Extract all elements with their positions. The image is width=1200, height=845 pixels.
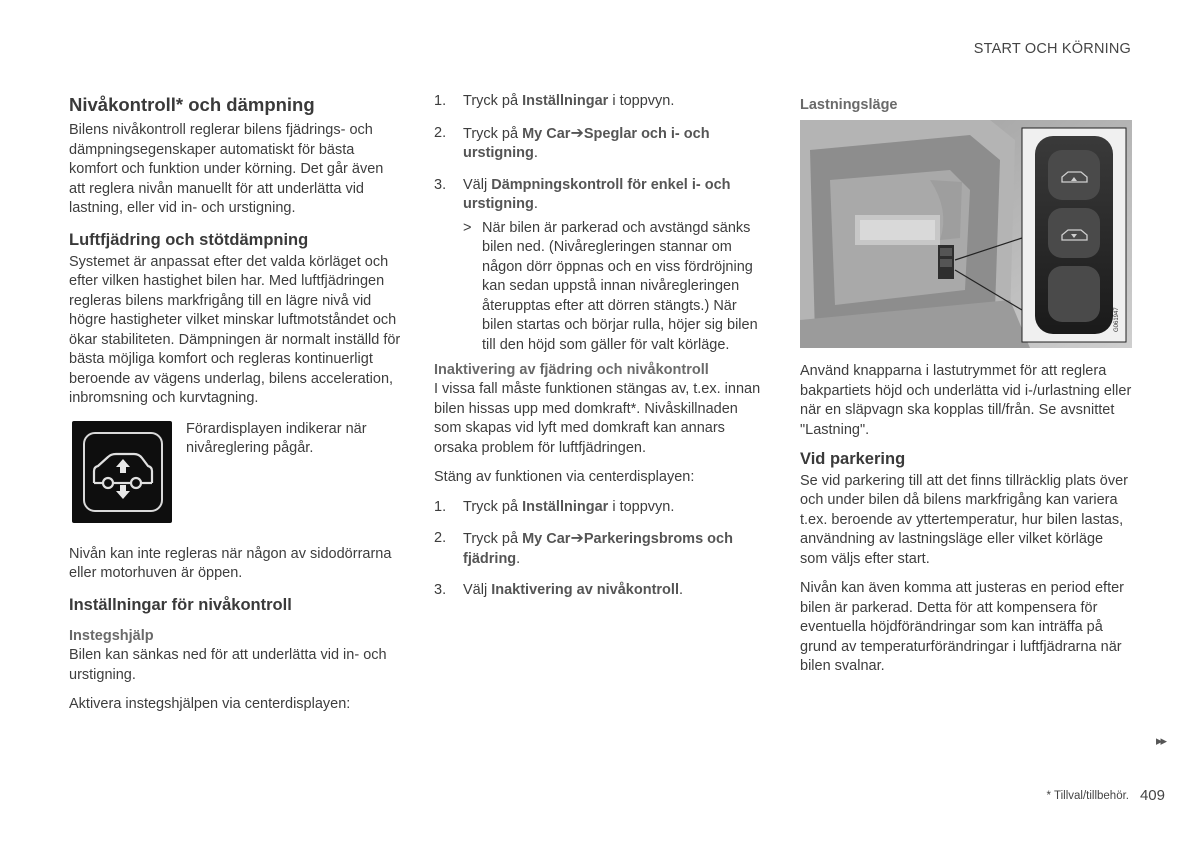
heading-entry-assist: Instegshjälp <box>69 628 154 645</box>
column-1 <box>69 92 401 725</box>
step-menu-label: Inaktivering av nivåkontroll <box>491 582 679 599</box>
heading-settings: Inställningar för nivåkontroll <box>69 595 292 614</box>
step-number: 1. <box>434 93 447 109</box>
level-indicator-figure <box>69 419 401 527</box>
step-menu-label: Inställningar <box>522 93 609 109</box>
step-text: . <box>533 145 538 161</box>
step-menu-label: Parkeringsbroms och fjädring <box>463 531 733 567</box>
photo-id-label: G061947 <box>1114 307 1120 333</box>
step-menu-label: Inställningar <box>522 498 609 515</box>
page-title: Nivåkontroll* och dämpning <box>69 94 315 115</box>
heading-air-suspension: Luftfjädring och stötdämpning <box>69 230 309 249</box>
heading-deactivation: Inaktivering av fjädring och nivåkontroll <box>434 362 709 378</box>
intro-paragraph: Bilens nivåkontroll reglerar bilens fjädrings- och dämpningsegenskaper automatiskt för bästa komfort och funktion under körning. Det går även att reglera nivån manuellt för att underlätta vid lastning, eller vid in- och urstigning. <box>69 122 384 217</box>
cargo-buttons-illustration <box>800 120 1132 348</box>
indicator-caption: Förardisplayen indikerar när nivåreglering pågår. <box>186 420 367 457</box>
list-item <box>434 581 769 601</box>
next-page-icon: ▸▸ <box>1155 733 1165 748</box>
step-menu-label: My Car <box>522 531 571 548</box>
step-menu-label: My Car <box>522 125 571 142</box>
step-number: 1. <box>434 498 447 515</box>
doors-paragraph: Nivån kan inte regleras när någon av sidodörrarna eller motorhuven är öppen. <box>69 545 392 582</box>
section-header: START OCH KÖRNING <box>973 41 1131 57</box>
footnote: * Tillval/tillbehör. <box>1046 790 1129 802</box>
step-number: 2. <box>434 530 447 547</box>
deactivation-paragraph: I vissa fall måste funktionen stängas av, t.ex. innan bilen hissas upp med domkraft*. Nivåskillnaden som skapas vid lyft med domkraft kan annars orsaka problem för luftfjädringen. <box>434 381 761 456</box>
step-text: Tryck på <box>463 93 523 109</box>
deactivation-steps-list <box>434 498 769 601</box>
air-suspension-paragraph: Systemet är anpassat efter det valda körläget och efter vilken hastighet bilen har. Med luftfjädringen regleras bilens markfrigång till en lägre nivå vid högre hastigheter vilket minskar luftmotståndet och ökar stabiliteten. Dämpningen är normalt inställd för bästa möjliga komfort och regleras kontinuerligt beroende av vägens underlag, bilens acceleration, inbromsning och kurvtagning. <box>69 253 401 407</box>
column-3 <box>800 92 1132 687</box>
result-text: När bilen är parkerad och avstängd sänks bilen ned. (Nivåregleringen stannar om någon dörr öppnas och en viss fördröjning kan sedan uppstå innan nivåregleringen återupptas efter att dörren stängts.) När bilen startas och börjar rulla, höjer sig bilen till den höjd som gäller för valt körläge. <box>482 219 758 353</box>
adjust-paragraph: Nivån kan även komma att justeras en period efter bilen är parkerad. Detta för att kompensera för eventuella höjdförändringar som kan inträffa på grund av temperaturförändringar i luftfjädrarna när bilen svalnar. <box>800 580 1124 675</box>
step-text: Tryck på <box>463 531 523 548</box>
center-display-paragraph: Stäng av funktionen via centerdisplayen: <box>434 469 695 486</box>
heading-parking: Vid parkering <box>800 450 906 469</box>
step-text: i toppvyn. <box>608 93 675 109</box>
step-text: . <box>678 582 683 599</box>
list-item <box>434 498 769 518</box>
loading-mode-paragraph: Använd knapparna i lastutrymmet för att reglera bakpartiets höjd och underlätta vid i-/urlastning eller när en släpvagn ska kopplas till/från. Se avsnittet "Lastning". <box>800 363 1132 438</box>
step-text: Välj <box>463 582 492 599</box>
column-2 <box>434 92 769 613</box>
heading-loading-mode: Lastningsläge <box>800 97 898 113</box>
step-number: 2. <box>434 124 447 141</box>
level-control-indicator <box>69 419 179 527</box>
step-text: Tryck på <box>463 498 523 515</box>
list-item <box>434 176 769 215</box>
arrow-right-icon: ➔ <box>570 530 584 548</box>
step-text: . <box>516 550 521 567</box>
list-item <box>434 529 769 569</box>
result-marker: > <box>463 219 472 236</box>
activate-paragraph: Aktivera instegshjälpen via centerdisplayen: <box>69 696 351 713</box>
entry-assist-paragraph: Bilen kan sänkas ned för att underlätta vid in- och urstigning. <box>69 647 387 683</box>
step-result <box>434 219 769 356</box>
car-level-icon <box>72 421 172 523</box>
page-number: 409 <box>1139 787 1165 804</box>
list-item <box>434 92 769 112</box>
entry-steps-list <box>434 92 769 215</box>
list-item <box>434 124 769 164</box>
step-number: 3. <box>434 582 447 599</box>
step-number: 3. <box>434 176 447 193</box>
step-text: . <box>533 196 538 212</box>
arrow-right-icon: ➔ <box>570 124 584 142</box>
parking-paragraph: Se vid parkering till att det finns tillräcklig plats över och under bilen då bilens markfrigång kan variera t.ex. beroende av yttertemperatur, hur bilen lastas, användning av lastningsläge eller vilket körläge som väljs efter start. <box>800 472 1129 567</box>
cargo-area-photo <box>800 120 1132 348</box>
step-text: i toppvyn. <box>608 498 675 515</box>
step-text: Tryck på <box>463 125 523 142</box>
step-text: Välj <box>463 176 492 193</box>
step-menu-label: Dämpningskontroll för enkel i- och urstigning <box>463 176 731 212</box>
step-menu-label: Speglar och i- och urstigning <box>463 125 710 161</box>
